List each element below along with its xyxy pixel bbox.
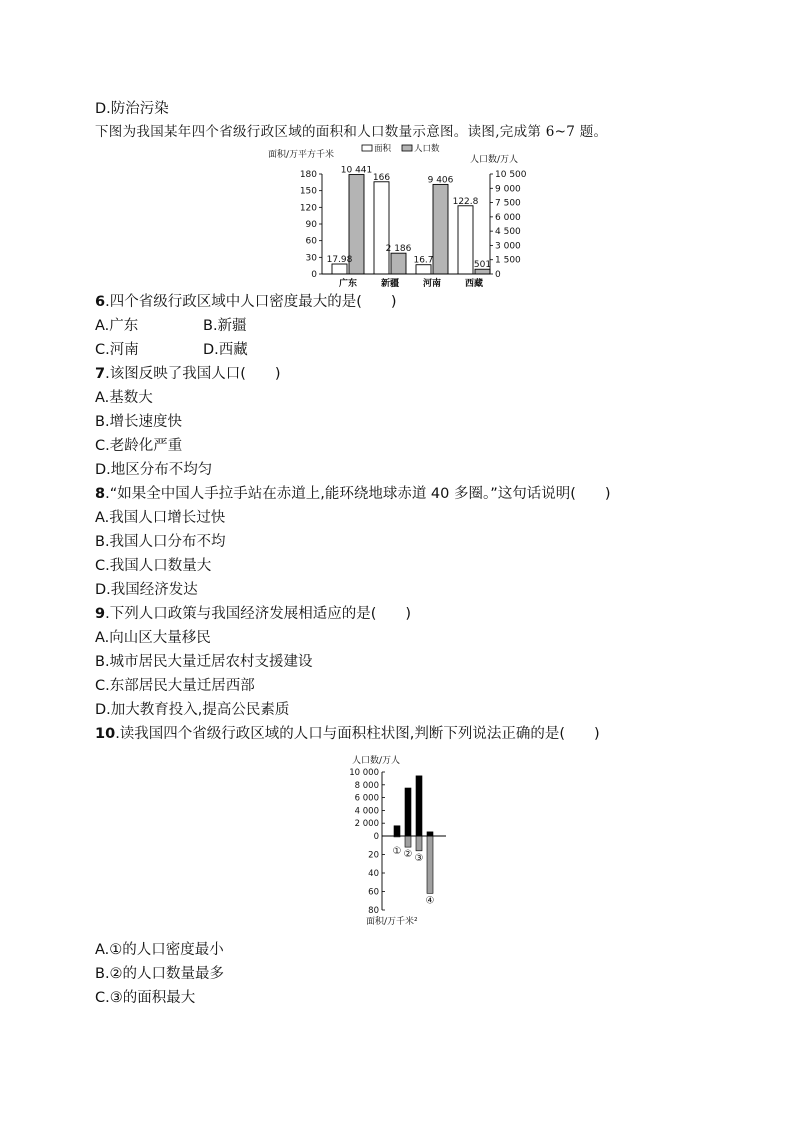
question-text: .读我国四个省级行政区域的人口与面积柱状图,判断下列说法正确的是( ) xyxy=(115,726,600,742)
bar-area xyxy=(332,264,347,274)
top-tick-label: 2 000 xyxy=(354,819,379,830)
left-tick-label: 120 xyxy=(299,203,317,214)
option-c[interactable]: C.老龄化严重 xyxy=(95,438,183,454)
category-label: 广东 xyxy=(338,279,358,289)
right-tick-label: 1 500 xyxy=(495,255,521,266)
bar-population xyxy=(416,776,422,836)
bar-area xyxy=(458,206,473,274)
question-6 xyxy=(95,292,397,312)
option-b[interactable]: B.新疆 xyxy=(203,318,247,334)
option-a[interactable]: A.我国人口增长过快 xyxy=(95,510,226,526)
question-7 xyxy=(95,364,281,384)
bottom-tick-label: 60 xyxy=(368,887,379,898)
top-tick-label: 8 000 xyxy=(354,780,379,791)
right-tick-label: 0 xyxy=(495,270,501,280)
chart1-left-axis-title: 面积/万平方千米 xyxy=(268,150,335,160)
category-label: ① xyxy=(392,846,402,857)
bottom-tick-label: 80 xyxy=(368,906,379,916)
data-label: 166 xyxy=(372,172,391,183)
question-number: 7 xyxy=(95,366,106,382)
question-text: .“如果全中国人手拉手站在赤道上,能环绕地球赤道 40 多圈。”这句话说明( ) xyxy=(105,486,611,502)
chart-intro-text: 下图为我国某年四个省级行政区域的面积和人口数量示意图。读图,完成第 6~7 题。 xyxy=(95,124,608,140)
chart1-right-axis-title: 人口数/万人 xyxy=(470,155,519,165)
question-text: .四个省级行政区域中人口密度最大的是( ) xyxy=(105,294,397,310)
question-number: 9 xyxy=(95,606,106,622)
chart1-legend xyxy=(362,143,440,154)
bar-population xyxy=(427,832,433,836)
category-label: ④ xyxy=(425,895,435,907)
left-tick-label: 150 xyxy=(299,186,317,197)
bar-area xyxy=(405,836,411,847)
left-tick-label: 30 xyxy=(305,253,317,264)
top-tick-label: 4 000 xyxy=(354,806,379,817)
top-tick-label: 0 xyxy=(373,832,379,842)
question-8 xyxy=(95,484,611,504)
bottom-tick-label: 20 xyxy=(368,850,379,861)
bar-population xyxy=(405,788,411,836)
chart2-top-axis-title: 人口数/万人 xyxy=(352,756,401,766)
category-label: 西藏 xyxy=(464,279,484,289)
category-label: 河南 xyxy=(422,279,442,289)
bar-area xyxy=(416,265,431,274)
data-label: 9 406 xyxy=(427,175,454,186)
legend-label: 人口数 xyxy=(414,144,440,154)
left-tick-label: 90 xyxy=(305,220,317,230)
question-text: .该图反映了我国人口( ) xyxy=(105,366,281,382)
left-tick-label: 180 xyxy=(299,170,317,180)
bar-population xyxy=(391,253,406,274)
option-b[interactable]: B.②的人口数量最多 xyxy=(95,966,225,982)
right-tick-label: 7 500 xyxy=(495,198,521,209)
bar-area xyxy=(427,836,433,893)
question-number: 8 xyxy=(95,486,106,502)
bar-area xyxy=(416,836,422,851)
option-a[interactable]: A.广东 xyxy=(95,318,139,334)
bar-population xyxy=(433,184,448,274)
option-d[interactable]: D.西藏 xyxy=(203,342,248,358)
bar-area xyxy=(374,182,389,274)
population-area-diverging-chart xyxy=(338,752,468,932)
question-9 xyxy=(95,604,411,624)
right-tick-label: 3 000 xyxy=(495,241,521,252)
right-tick-label: 9 000 xyxy=(495,184,521,195)
option-a[interactable]: A.基数大 xyxy=(95,390,153,406)
bar-population xyxy=(394,826,400,836)
legend-swatch xyxy=(362,145,372,151)
options-row-ab xyxy=(95,316,247,336)
data-label: 501 xyxy=(473,260,492,271)
left-tick-label: 60 xyxy=(305,236,317,247)
right-tick-label: 4 500 xyxy=(495,227,521,238)
option-d[interactable]: D.我国经济发达 xyxy=(95,582,198,598)
data-label: 16.7 xyxy=(413,255,434,266)
data-label: 122.8 xyxy=(452,196,479,207)
option-c[interactable]: C.东部居民大量迁居西部 xyxy=(95,678,255,694)
right-tick-label: 10 500 xyxy=(495,170,527,180)
area-population-chart xyxy=(262,140,552,290)
question-10 xyxy=(95,724,600,744)
top-tick-label: 6 000 xyxy=(354,793,379,804)
option-c[interactable]: C.河南 xyxy=(95,342,139,358)
options-row-cd xyxy=(95,340,248,360)
right-tick-label: 6 000 xyxy=(495,212,521,223)
left-tick-label: 0 xyxy=(311,270,317,280)
option-c[interactable]: C.我国人口数量大 xyxy=(95,558,212,574)
option-a[interactable]: A.向山区大量移民 xyxy=(95,630,211,646)
data-label: 2 186 xyxy=(385,244,412,255)
category-label: ③ xyxy=(414,852,424,864)
legend-swatch xyxy=(402,145,412,151)
question-number: 6 xyxy=(95,294,106,310)
chart2-bottom-axis-title: 面积/万千米² xyxy=(366,917,418,927)
option-c[interactable]: C.③的面积最大 xyxy=(95,990,196,1006)
top-tick-label: 10 000 xyxy=(349,768,379,778)
legend-label: 面积 xyxy=(374,144,392,154)
option-d[interactable]: D.加大教育投入,提高公民素质 xyxy=(95,702,290,718)
question-text: .下列人口政策与我国经济发展相适应的是( ) xyxy=(105,606,412,622)
option-b[interactable]: B.我国人口分布不均 xyxy=(95,534,226,550)
bottom-tick-label: 40 xyxy=(368,869,379,879)
option-d[interactable]: D.地区分布不均匀 xyxy=(95,462,213,478)
option-a[interactable]: A.①的人口密度最小 xyxy=(95,942,224,958)
data-label: 10 441 xyxy=(340,165,373,176)
category-label: 新疆 xyxy=(380,279,400,289)
option-prev-d: D.防治污染 xyxy=(95,101,169,117)
data-label: 17.98 xyxy=(326,255,353,266)
option-b[interactable]: B.城市居民大量迁居农村支援建设 xyxy=(95,654,313,670)
option-b[interactable]: B.增长速度快 xyxy=(95,414,183,430)
question-number: 10 xyxy=(95,726,116,742)
category-label: ② xyxy=(403,849,413,861)
